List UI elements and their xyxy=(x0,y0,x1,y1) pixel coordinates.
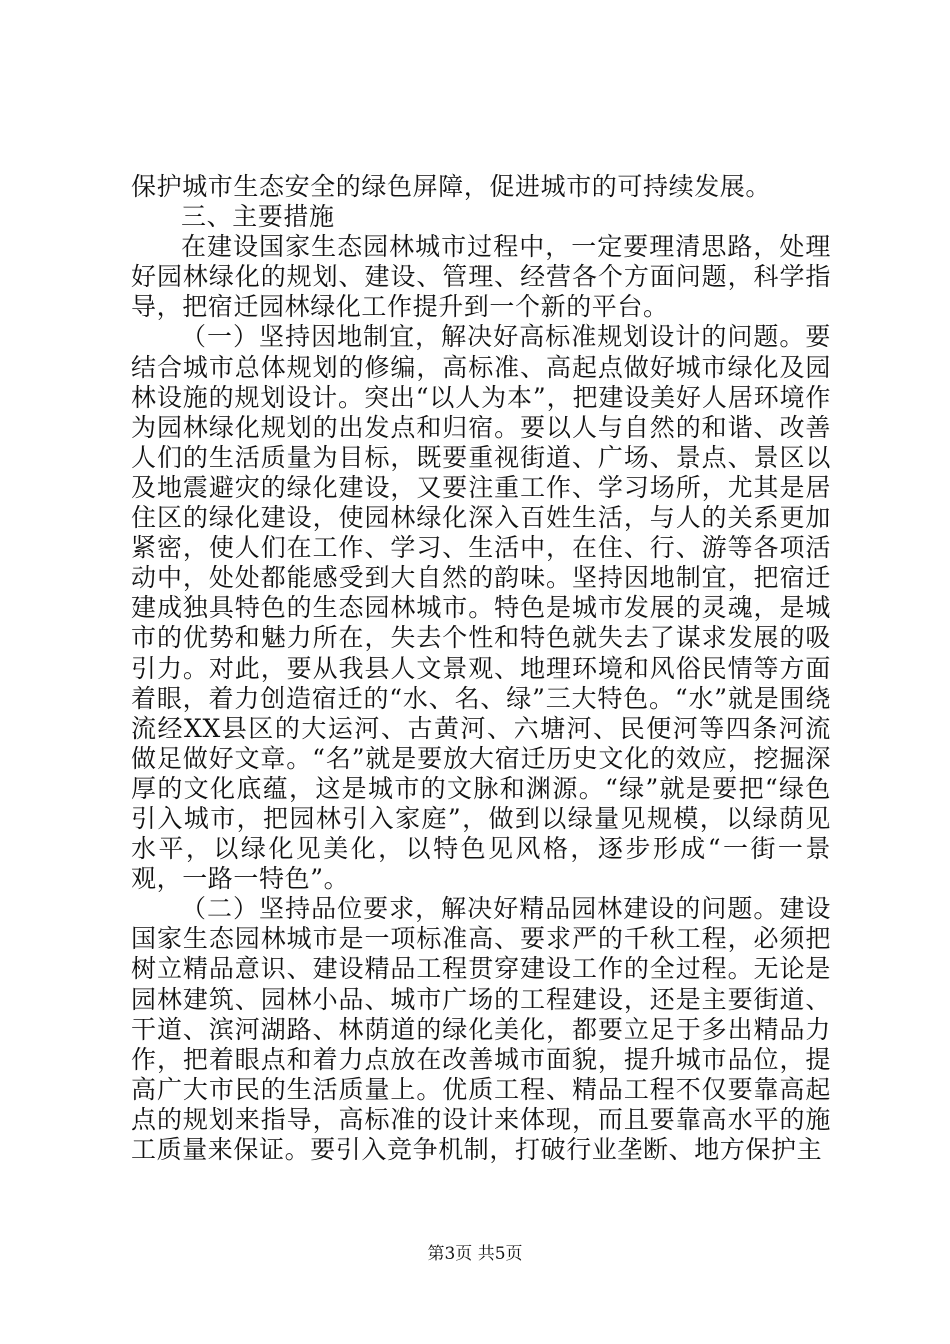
paragraph-continuation: 保护城市生态安全的绿色屏障，促进城市的可持续发展。 xyxy=(131,172,772,201)
page-footer: 第3页 共5页 xyxy=(427,1244,523,1264)
section-heading: 三、主要措施 xyxy=(181,202,335,232)
paragraph-measure-two: （二）坚持品位要求，解决好精品园林建设的问题。建设国家生态园林城市是一项标准高、要求严的千秋工程，必须把树立精品意识、建设精品工程贯穿建设工作的全过程。无论是园林建筑、园林小品、城市广场的工程建设，还是主要街道、干道、滨河湖路、林荫道的绿化美化，都要立足于多出精品力作，把着眼点和着力点放在改善城市面貌，提升城市品位，提高广大市民的生活质量上。优质工程、精品工程不仅要靠高起点的规划来指导，高标准的设计来体现，而且要靠高水平的施工质量来保证。要引入竞争机制，打破行业垄断、地方保护主 xyxy=(131,894,831,1164)
paragraph-measure-one: （一）坚持因地制宜，解决好高标准规划设计的问题。要结合城市总体规划的修编，高标准、高起点做好城市绿化及园林设施的规划设计。突出“以人为本”，把建设美好人居环境作为园林绿化规划的出发点和归宿。要以人与自然的和谐、改善人们的生活质量为目标，既要重视街道、广场、景点、景区以及地震避灾的绿化建设，又要注重工作、学习场所，尤其是居住区的绿化建设，使园林绿化深入百姓生活，与人的关系更加紧密，使人们在工作、学习、生活中，在住、行、游等各项活动中，处处都能感受到大自然的韵味。坚持因地制宜，把宿迁建成独具特色的生态园林城市。特色是城市发展的灵魂，是城市的优势和魅力所在，失去个性和特色就失去了谋求发展的吸引力。对此，要从我县人文景观、地理环境和风俗民情等方面着眼，着力创造宿迁的“水、名、绿”三大特色。“水”就是围绕流经XX县区的大运河、古黄河、六塘河、民便河等四条河流做足做好文章。“名”就是要放大宿迁历史文化的效应，挖掘深厚的文化底蕴，这是城市的文脉和渊源。“绿”就是要把“绿色引入城市，把园林引入家庭”，做到以绿量见规模，以绿荫见水平，以绿化见美化，以特色见风格，逐步形成“一街一景观，一路一特色”。 xyxy=(131,322,831,894)
document-body xyxy=(131,172,831,1165)
paragraph-intro: 在建设国家生态园林城市过程中，一定要理清思路，处理好园林绿化的规划、建设、管理、经营各个方面问题，科学指导，把宿迁园林绿化工作提升到一个新的平台。 xyxy=(131,232,831,322)
